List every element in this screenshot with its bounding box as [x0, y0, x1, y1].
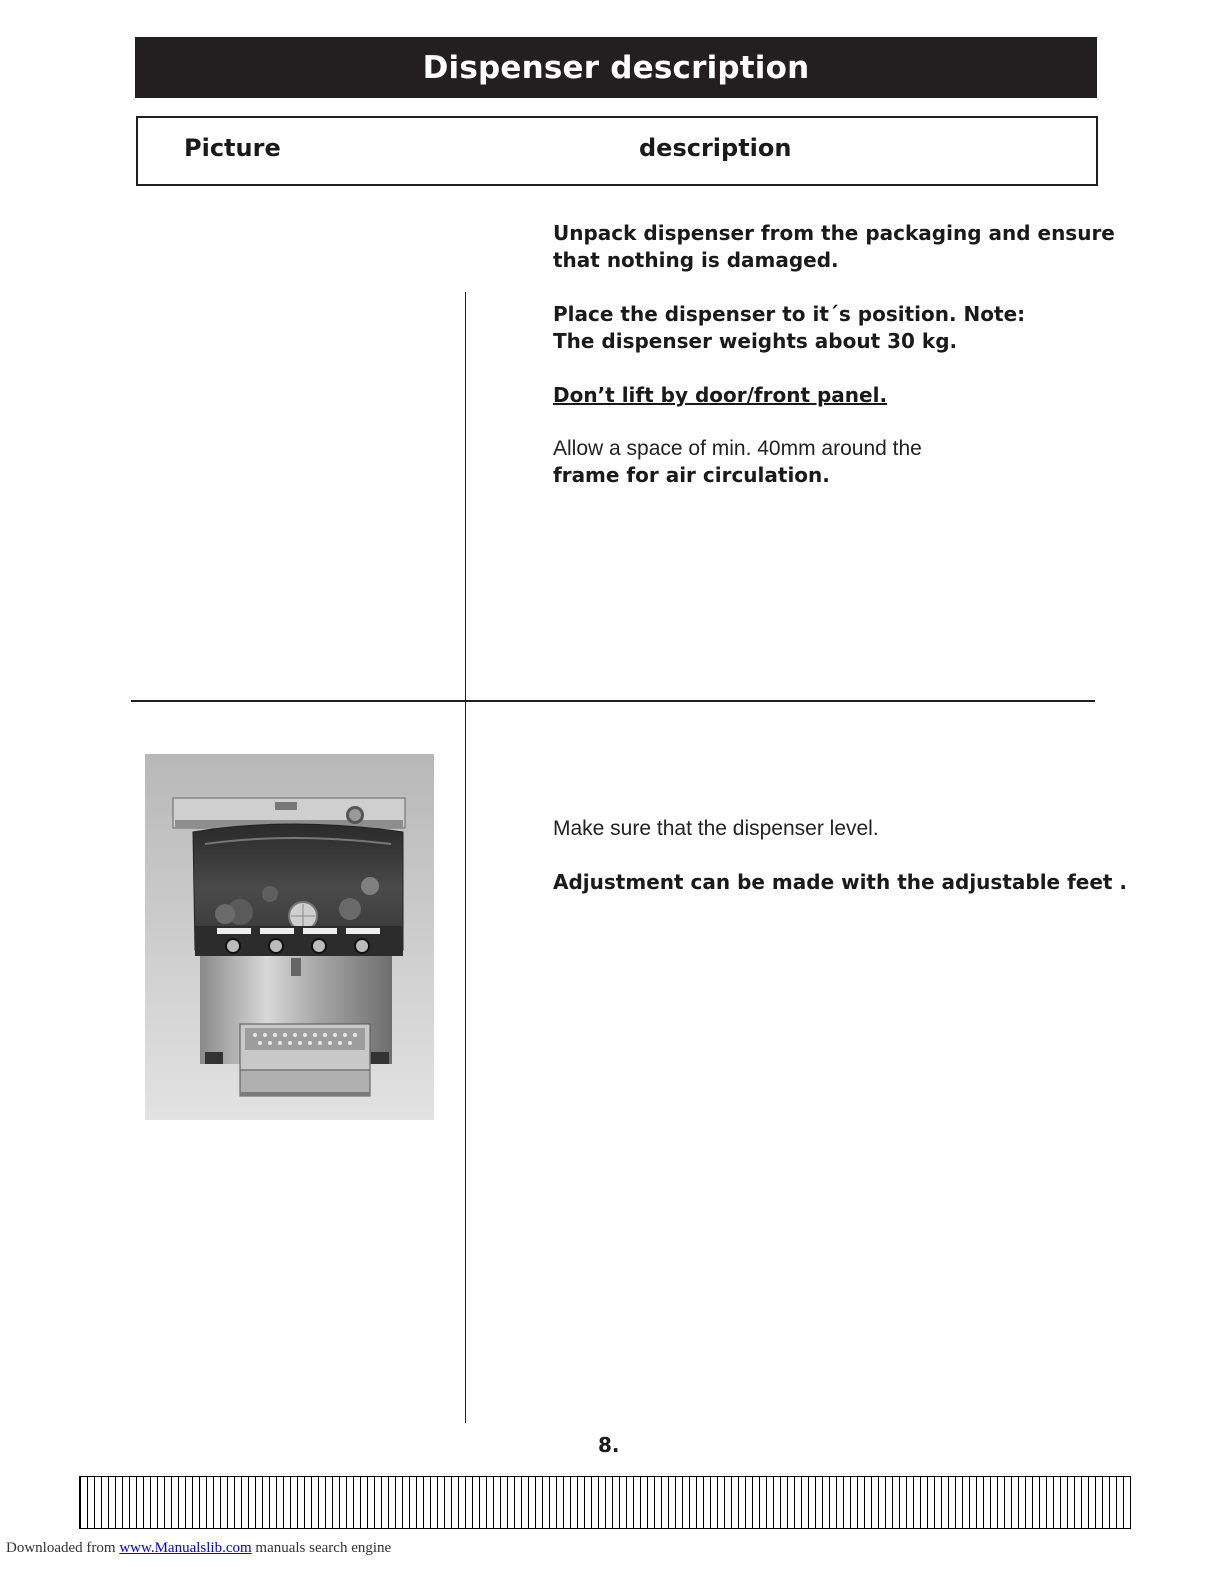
- header-picture-label: Picture: [184, 134, 281, 162]
- header-description-label: description: [639, 134, 792, 162]
- manualslib-link[interactable]: www.Manualslib.com: [119, 1540, 252, 1556]
- page-number: 8.: [598, 1433, 620, 1457]
- barcode-strip: [79, 1476, 1131, 1529]
- adjustment-text: Adjustment can be made with the adjustable feet .: [553, 870, 1128, 894]
- table-header: [136, 116, 1098, 186]
- unpack-text-line1: Unpack dispenser from the packaging and ensure: [553, 221, 1115, 245]
- placement-text-line1: Place the dispenser to it´s position. Note:: [553, 302, 1026, 326]
- column-divider: [465, 292, 466, 1423]
- footer-prefix: Downloaded from: [6, 1540, 120, 1556]
- page-title: Dispenser description: [135, 37, 1097, 98]
- air-space-text-line2: frame for air circulation.: [553, 463, 830, 487]
- level-text: Make sure that the dispenser level.: [553, 817, 879, 840]
- air-space-text-line1: Allow a space of min. 40mm around the: [553, 437, 922, 460]
- lift-warning: Don’t lift by door/front panel.: [553, 383, 888, 407]
- footer-suffix: manuals search engine: [251, 1540, 392, 1556]
- dispenser-photo: [145, 754, 434, 1120]
- row-divider: [131, 700, 1095, 702]
- download-footer: [6, 1540, 391, 1557]
- unpack-text-line2: that nothing is damaged.: [553, 248, 839, 272]
- placement-text-line2: The dispenser weights about 30 kg.: [553, 329, 958, 353]
